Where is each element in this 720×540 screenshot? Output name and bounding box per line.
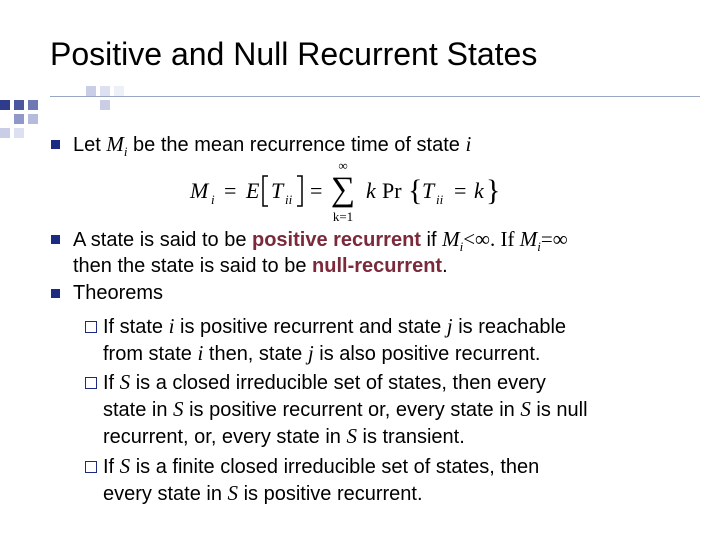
- term-positive-recurrent: positive recurrent: [252, 229, 421, 251]
- slide-title: Positive and Null Recurrent States: [50, 36, 538, 72]
- text-run: is transient.: [356, 426, 465, 448]
- theorem-2-line3: [103, 424, 465, 449]
- math-subscript: i: [123, 144, 128, 159]
- formula-sub: i: [211, 192, 215, 207]
- formula-eq: =: [454, 178, 467, 203]
- math-var: M: [442, 227, 460, 251]
- text-run: is positive recurrent and state: [174, 316, 447, 338]
- theorem-1-line2: [103, 341, 540, 366]
- text-run: then, state: [203, 343, 308, 365]
- math-var: S: [346, 424, 357, 448]
- sum-upper-limit: ∞: [338, 158, 348, 173]
- math-var: j: [446, 314, 453, 338]
- math-var: i: [465, 132, 472, 156]
- formula-E: E: [246, 178, 260, 203]
- text-run: be the mean recurrence time of state: [127, 134, 466, 156]
- math-var: S: [119, 370, 131, 394]
- text-run: Let: [73, 134, 107, 156]
- bullet-mean-recurrence: [73, 132, 471, 159]
- math-var: M: [519, 227, 538, 251]
- math-var: i: [168, 314, 175, 338]
- formula-T: T: [422, 178, 435, 203]
- formula-k: k: [474, 178, 484, 203]
- text-run: A state is said to be: [73, 229, 252, 251]
- formula-bracket-left: [263, 176, 268, 206]
- sub-bullet-marker: [85, 461, 97, 473]
- bullet-positive-recurrent-line1: [73, 227, 568, 254]
- sum-lower-limit: k=1: [332, 209, 354, 224]
- bullet-marker: [51, 289, 60, 298]
- mean-recurrence-formula: [188, 158, 518, 226]
- bullet-marker: [51, 235, 60, 244]
- text-run: is a finite closed irreducible set of states, then: [130, 456, 540, 478]
- sum-sign: ∑: [330, 171, 356, 208]
- theorem-2-line1: [103, 370, 546, 395]
- formula-M: M: [190, 178, 209, 203]
- text-run: is a closed irreducible set of states, then every: [130, 372, 546, 394]
- math-var: S: [173, 397, 184, 421]
- theorems-heading: Theorems: [73, 282, 164, 304]
- sub-bullet-marker: [85, 377, 97, 389]
- formula-k: k: [366, 178, 376, 203]
- math-op: <∞. If: [463, 227, 520, 251]
- text-run: recurrent, or, every state in: [103, 426, 347, 448]
- text-run: .: [442, 255, 448, 277]
- theorem-3-line2: [103, 481, 423, 506]
- text-run: is also positive recurrent.: [313, 343, 541, 365]
- text-run: is null: [530, 399, 588, 421]
- text-run: every state in: [103, 483, 228, 505]
- text-run: state in: [103, 399, 174, 421]
- formula-bracket-right: [297, 176, 302, 206]
- text-run: If: [103, 372, 120, 394]
- text-run: if: [420, 229, 443, 251]
- sub-bullet-marker: [85, 321, 97, 333]
- math-subscript: i: [537, 239, 541, 254]
- formula-T: T: [271, 178, 284, 203]
- text-run: then the state is said to be: [73, 255, 313, 277]
- text-run: is positive recurrent.: [238, 483, 423, 505]
- text-run: If: [103, 456, 120, 478]
- math-var: i: [197, 341, 204, 365]
- math-var: S: [227, 481, 239, 505]
- text-run: If state: [103, 316, 169, 338]
- math-var: S: [520, 397, 531, 421]
- bullet-marker: [51, 140, 60, 149]
- bullet-positive-recurrent-line2: [73, 254, 448, 278]
- math-var: M: [106, 132, 124, 156]
- formula-eq: =: [224, 178, 237, 203]
- math-subscript: i: [459, 239, 464, 254]
- theorem-1-line1: [103, 314, 566, 339]
- formula-brace-left: {: [408, 174, 423, 207]
- text-run: is positive recurrent or, every state in: [183, 399, 521, 421]
- theorem-2-line2: [103, 397, 588, 422]
- text-run: from state: [103, 343, 198, 365]
- text-run: is reachable: [452, 316, 567, 338]
- title-divider: [50, 96, 700, 97]
- theorem-3-line1: [103, 454, 539, 479]
- math-op: =∞: [540, 227, 568, 251]
- formula-T-sub: ii: [436, 192, 444, 207]
- term-null-recurrent: null-recurrent: [312, 255, 443, 277]
- formula-brace-right: }: [486, 174, 501, 207]
- math-var: j: [307, 341, 314, 365]
- formula-Pr: Pr: [382, 178, 402, 203]
- formula-eq: =: [310, 178, 323, 203]
- formula-T-sub: ii: [285, 192, 293, 207]
- math-var: S: [119, 454, 131, 478]
